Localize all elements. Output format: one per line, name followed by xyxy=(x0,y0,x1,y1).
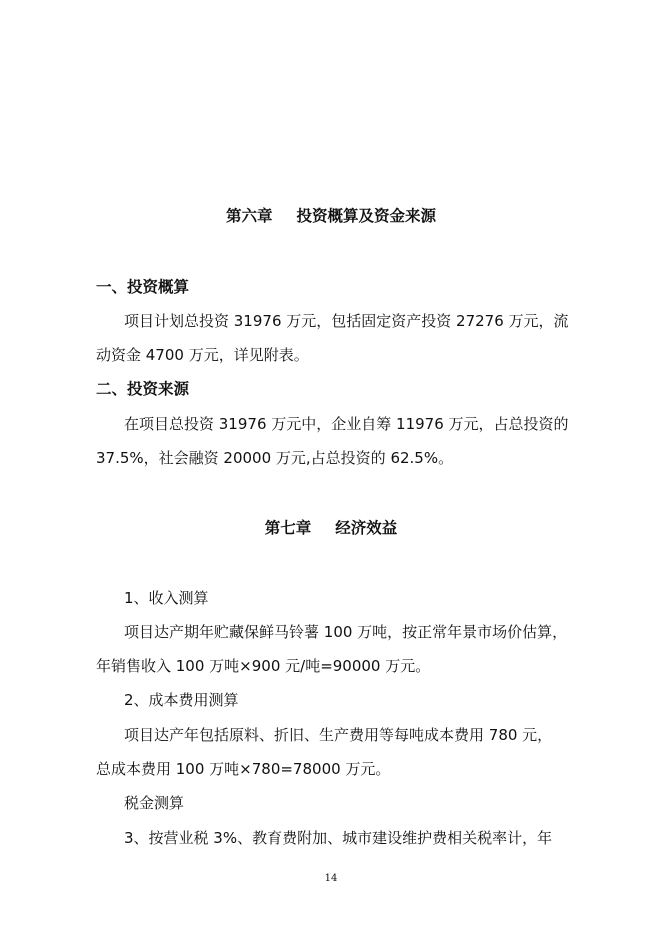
income-estimate-line-1: 项目达产期年贮藏保鲜马铃薯 100 万吨，按正常年景市场价估算， xyxy=(124,623,568,641)
chapter-7-title xyxy=(0,518,662,538)
income-estimate-heading: 1、收入测算 xyxy=(124,589,209,607)
section-investment-source-heading: 二、投资来源 xyxy=(96,380,190,398)
section-investment-estimate-line-2: 动资金 4700 万元，详见附表。 xyxy=(96,346,309,364)
section-investment-source-line-2: 37.5%，社会融资 20000 万元,占总投资的 62.5%。 xyxy=(96,449,454,467)
chapter-7-number: 第七章 xyxy=(264,519,312,537)
income-estimate-line-2: 年销售收入 100 万吨×900 元/吨=90000 万元。 xyxy=(96,657,431,675)
chapter-6-title xyxy=(0,206,662,226)
section-investment-source-line-1: 在项目总投资 31976 万元中，企业自筹 11976 万元，占总投资的 xyxy=(124,415,569,433)
tax-estimate-line-1: 3、按营业税 3%、教育费附加、城市建设维护费相关税率计，年 xyxy=(124,829,553,847)
chapter-6-number: 第六章 xyxy=(225,207,273,225)
tax-estimate-heading: 税金测算 xyxy=(124,794,185,812)
chapter-6-name: 投资概算及资金来源 xyxy=(296,207,437,225)
section-investment-estimate-line-1: 项目计划总投资 31976 万元，包括固定资产投资 27276 万元，流 xyxy=(124,312,569,330)
section-investment-estimate-heading: 一、投资概算 xyxy=(96,278,190,296)
chapter-7-name: 经济效益 xyxy=(335,519,398,537)
page-number: 14 xyxy=(324,873,338,884)
cost-estimate-line-2: 总成本费用 100 万吨×780=78000 万元。 xyxy=(96,760,391,778)
cost-estimate-heading: 2、成本费用测算 xyxy=(124,691,239,709)
cost-estimate-line-1: 项目达产年包括原料、折旧、生产费用等每吨成本费用 780 元， xyxy=(124,726,553,744)
